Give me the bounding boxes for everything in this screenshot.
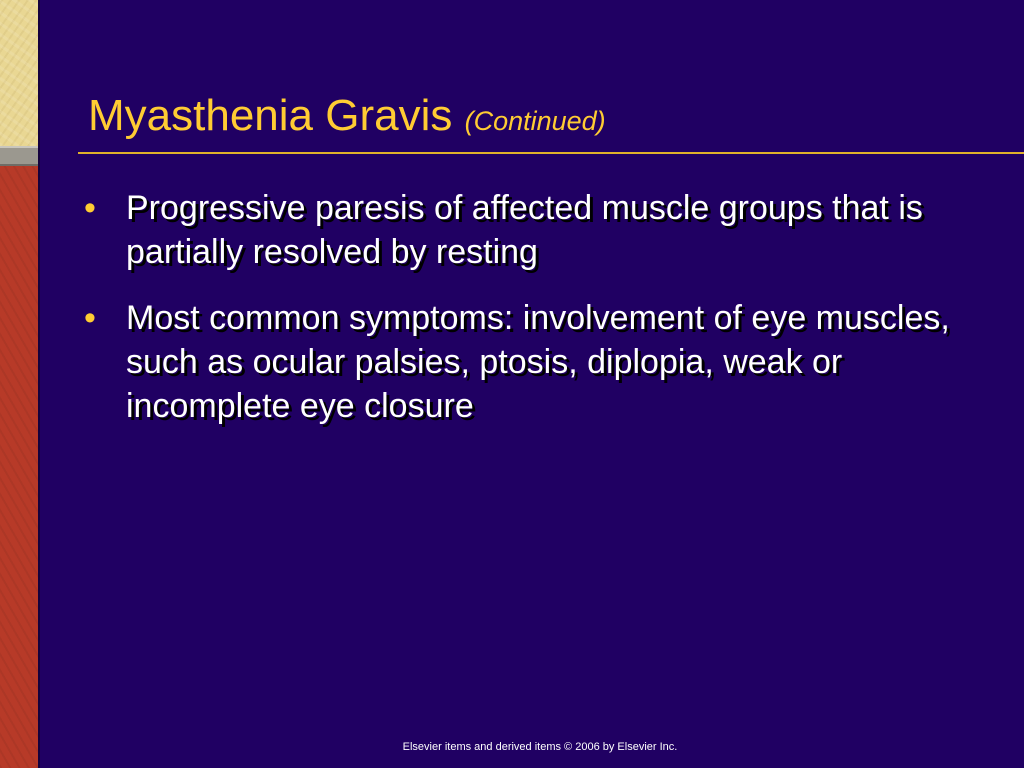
decorative-side-strip <box>0 0 38 768</box>
title-underline-rule <box>78 152 1024 154</box>
strip-bottom-texture <box>0 166 38 768</box>
slide-title-suffix: (Continued) <box>464 106 606 136</box>
bullet-marker: • <box>84 189 96 227</box>
slide-title <box>88 90 606 147</box>
bullet-item <box>84 296 1004 428</box>
bullet-list <box>84 186 1004 450</box>
strip-edge-divider <box>38 0 40 768</box>
bullet-marker: • <box>84 299 96 337</box>
bullet-text: Progressive paresis of affected muscle groups that is partially resolved by resting <box>126 189 923 271</box>
bullet-item <box>84 186 1004 274</box>
strip-top-texture <box>0 0 38 146</box>
copyright-footer: Elsevier items and derived items © 2006 by Elsevier Inc. <box>402 741 678 753</box>
slide-title-main: Myasthenia Gravis <box>88 91 453 140</box>
bullet-text: Most common symptoms: involvement of eye muscles, such as ocular palsies, ptosis, diplopia, weak or incomplete eye closure <box>126 299 950 425</box>
strip-middle-band <box>0 146 38 166</box>
